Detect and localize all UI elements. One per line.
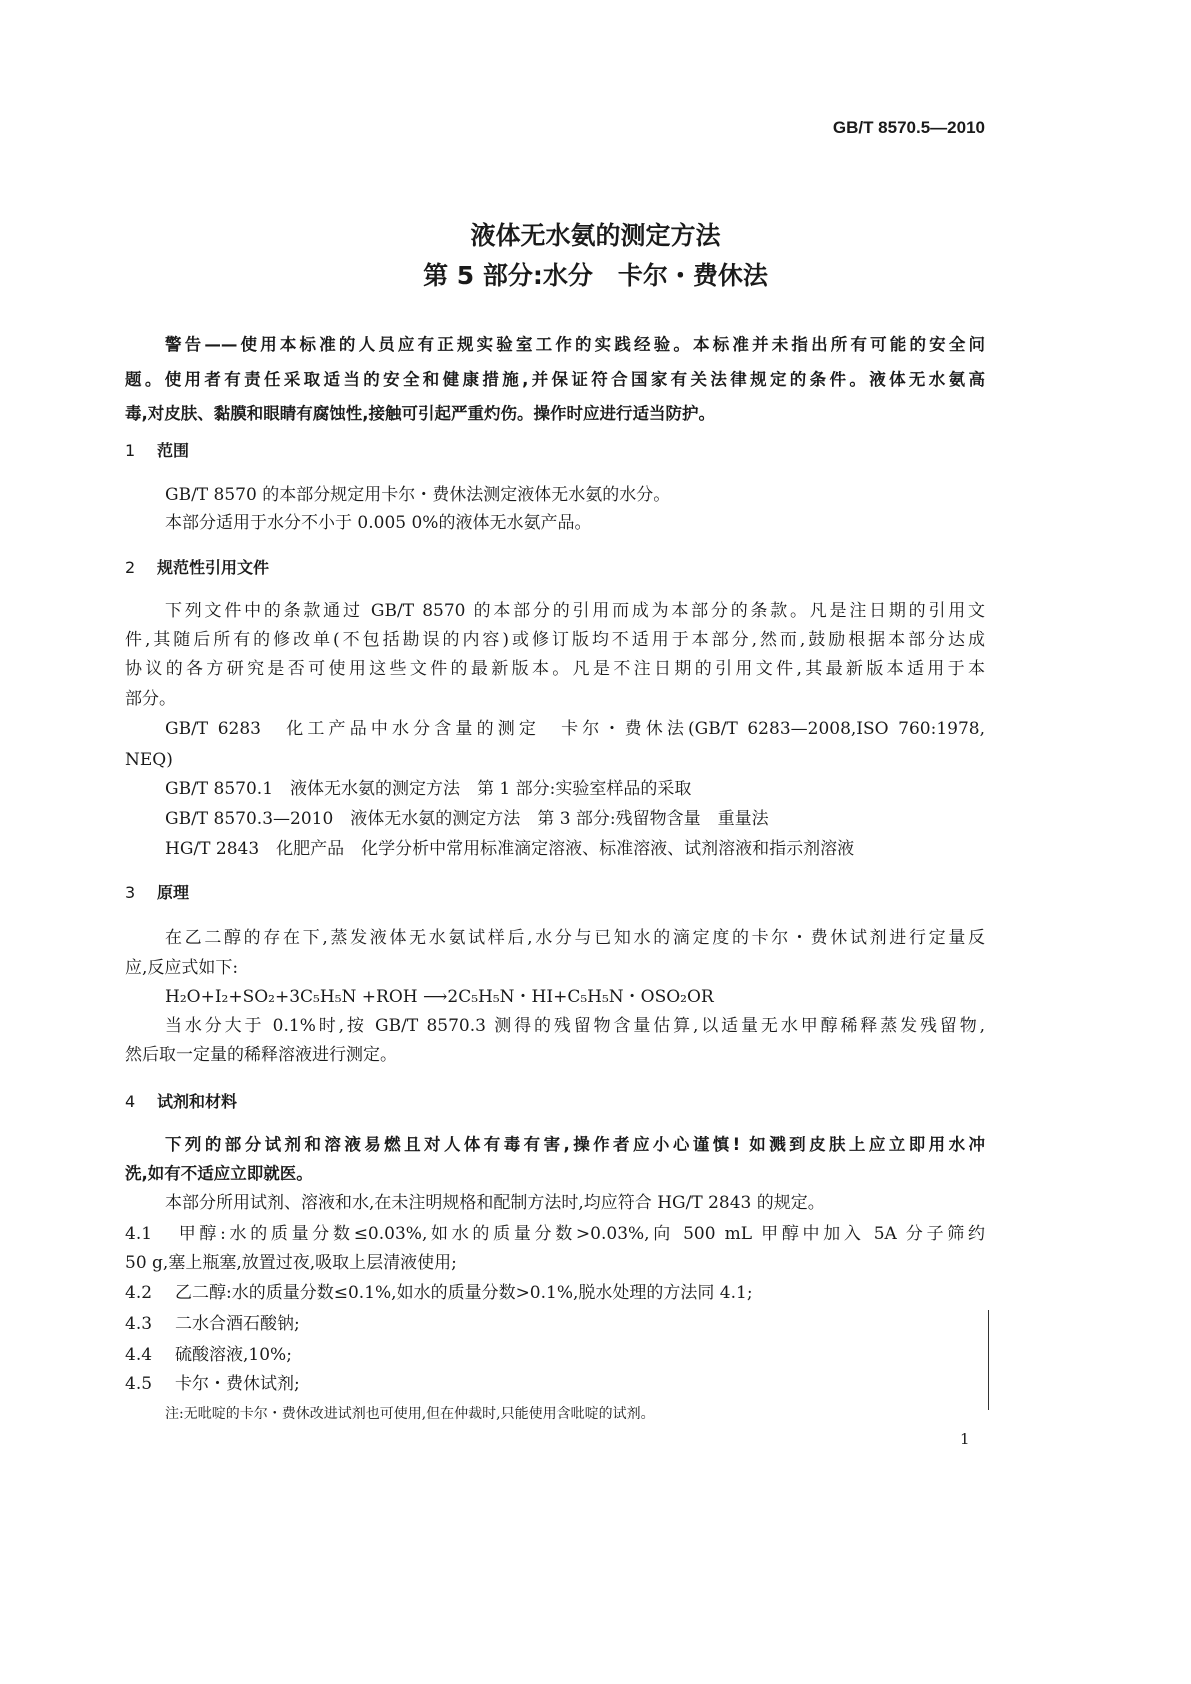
doc-title: 液体无水氨的测定方法 — [470, 221, 721, 250]
item-text: 乙二醇:水的质量分数≤0.1%,如水的质量分数>0.1%,脱水处理的方法同 4.1; — [175, 1283, 753, 1303]
reference-line: GB/T 6283 化工产品中水分含量的测定 卡尔・费休法(GB/T 6283—2008,ISO 760:1978, — [165, 719, 985, 739]
item-4-4 — [125, 1343, 985, 1367]
item-4-2 — [125, 1281, 985, 1305]
body-line: 件,其随后所有的修改单(不包括勘误的内容)或修订版均不适用于本部分,然而,鼓励根据本部分达成 — [125, 630, 985, 650]
section-title: 范围 — [157, 441, 190, 460]
body-line: 部分。 — [125, 689, 176, 709]
change-bar — [988, 1310, 989, 1410]
chemical-equation: H₂O+I₂+SO₂+3C₅H₅N +ROH ⟶2C₅H₅N・HI+C₅H₅N・OSO₂OR — [165, 987, 714, 1007]
reference-line: NEQ) — [125, 750, 173, 770]
item-text: 卡尔・费休试剂; — [175, 1374, 300, 1394]
warning-line: 毒,对皮肤、黏膜和眼睛有腐蚀性,接触可引起严重灼伤。操作时应进行适当防护。 — [125, 404, 716, 423]
safety-line: 下列的部分试剂和溶液易燃且对人体有毒有害,操作者应小心谨慎! 如溅到皮肤上应立即用水冲 — [165, 1135, 985, 1154]
item-4-1-cont: 50 g,塞上瓶塞,放置过夜,吸取上层清液使用; — [125, 1253, 457, 1273]
reference-line: GB/T 8570.3—2010 液体无水氨的测定方法 第 3 部分:残留物含量 重量法 — [165, 809, 769, 829]
body-line: 应,反应式如下: — [125, 958, 239, 978]
section-title: 试剂和材料 — [157, 1092, 238, 1111]
item-number: 4.1 — [125, 1224, 153, 1244]
body-line: 当水分大于 0.1%时,按 GB/T 8570.3 测得的残留物含量估算,以适量无水甲醇稀释蒸发残留物, — [165, 1016, 985, 1036]
standard-number: GB/T 8570.5—2010 — [832, 118, 985, 137]
item-number: 4.5 — [125, 1374, 153, 1394]
reference-line: GB/T 8570.1 液体无水氨的测定方法 第 1 部分:实验室样品的采取 — [165, 779, 692, 799]
section-number: 3 — [125, 883, 136, 902]
section-heading-2 — [125, 556, 985, 580]
safety-line: 洗,如有不适应立即就医。 — [125, 1164, 313, 1183]
item-number: 4.2 — [125, 1283, 153, 1303]
section-title: 规范性引用文件 — [157, 558, 270, 577]
page-number: 1 — [960, 1430, 970, 1448]
item-text: 二水合酒石酸钠; — [175, 1314, 300, 1334]
section-title: 原理 — [157, 883, 190, 902]
section-heading-3 — [125, 881, 985, 905]
body-line: 然后取一定量的稀释溶液进行测定。 — [125, 1045, 397, 1065]
body-line: 在乙二醇的存在下,蒸发液体无水氨试样后,水分与已知水的滴定度的卡尔・费休试剂进行定量反 — [165, 928, 985, 948]
warning-line: 警告——使用本标准的人员应有正规实验室工作的实践经验。本标准并未指出所有可能的安全问 — [165, 335, 985, 354]
warning-line: 题。使用者有责任采取适当的安全和健康措施,并保证符合国家有关法律规定的条件。液体无水氨高 — [125, 370, 985, 389]
section-heading-1 — [125, 439, 985, 463]
body-line: 下列文件中的条款通过 GB/T 8570 的本部分的引用而成为本部分的条款。凡是注日期的引用文 — [165, 601, 985, 621]
item-text: 硫酸溶液,10%; — [175, 1345, 292, 1365]
body-line: 本部分适用于水分不小于 0.005 0%的液体无水氨产品。 — [165, 513, 592, 533]
body-line: 本部分所用试剂、溶液和水,在未注明规格和配制方法时,均应符合 HG/T 2843 的规定。 — [165, 1193, 825, 1213]
section-heading-4 — [125, 1090, 985, 1114]
reference-line: HG/T 2843 化肥产品 化学分析中常用标准滴定溶液、标准溶液、试剂溶液和指示剂溶液 — [165, 839, 855, 859]
note: 注:无吡啶的卡尔・费休改进试剂也可使用,但在仲裁时,只能使用含吡啶的试剂。 — [165, 1406, 655, 1422]
item-number: 4.3 — [125, 1314, 153, 1334]
section-number: 1 — [125, 441, 136, 460]
body-line: 协议的各方研究是否可使用这些文件的最新版本。凡是不注日期的引用文件,其最新版本适用于本 — [125, 659, 985, 679]
body-line: GB/T 8570 的本部分规定用卡尔・费休法测定液体无水氨的水分。 — [165, 485, 671, 505]
section-number: 2 — [125, 558, 136, 577]
item-number: 4.4 — [125, 1345, 153, 1365]
doc-subtitle: 第 5 部分:水分 卡尔・费休法 — [423, 261, 768, 290]
item-4-3 — [125, 1312, 985, 1336]
section-number: 4 — [125, 1092, 136, 1111]
item-text: 甲醇:水的质量分数≤0.03%,如水的质量分数>0.03%,向 500 mL 甲醇中加入 5A 分子筛约 — [175, 1224, 985, 1244]
item-4-5 — [125, 1372, 985, 1396]
item-4-1 — [125, 1222, 985, 1246]
